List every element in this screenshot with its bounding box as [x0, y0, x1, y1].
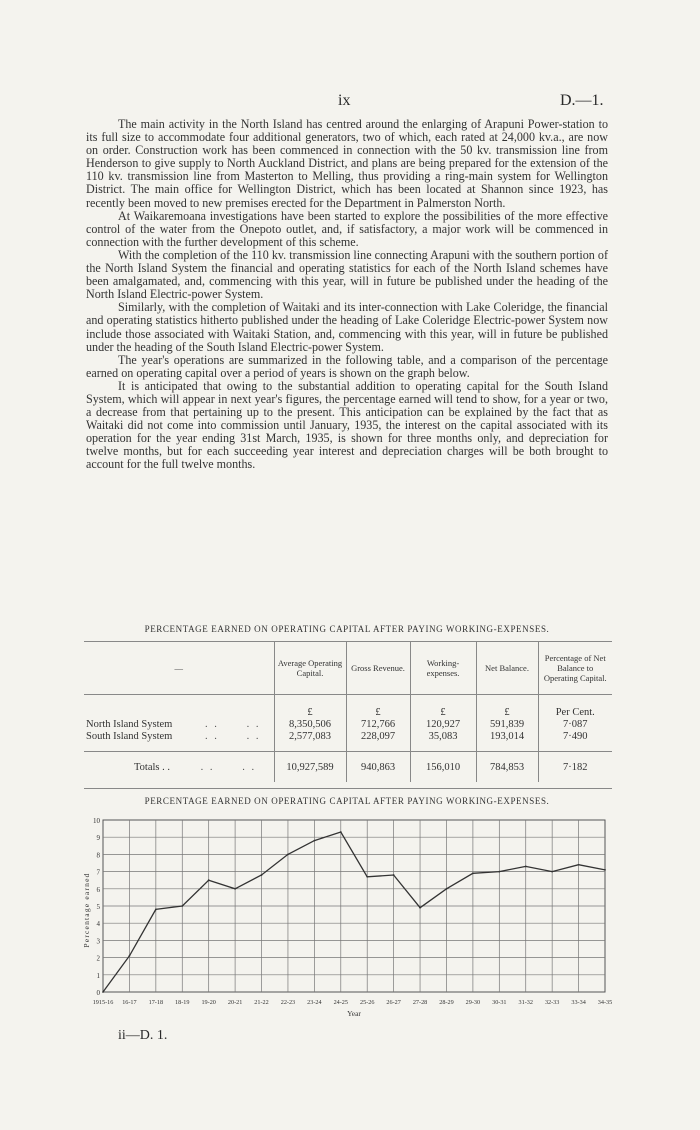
y-tick-label: 0: [96, 989, 100, 997]
data-point: [472, 872, 474, 874]
x-tick-label: 16-17: [122, 999, 137, 1006]
table-cell: 10,927,589: [274, 752, 346, 783]
y-tick-label: 9: [96, 834, 100, 843]
row-label-text: North Island System: [86, 719, 173, 730]
data-point: [287, 854, 289, 856]
unit-cell: Per Cent.: [538, 695, 612, 720]
x-tick-label: 28-29: [439, 999, 454, 1006]
data-point: [578, 864, 580, 866]
data-point: [155, 909, 157, 911]
row-label-text: South Island System: [86, 731, 173, 742]
page-reference: D.—1.: [560, 92, 604, 109]
x-tick-label: 26-27: [386, 999, 401, 1006]
x-tick-label: 24-25: [333, 999, 349, 1006]
table-cell: 7·182: [538, 752, 612, 783]
signature-mark: ii—D. 1.: [118, 1028, 168, 1043]
paragraph: At Waikaremoana investigations have been started to explore the possibilities of the more effective control of the water from the Onepoto outlet, and, if satisfactory, a major work will be commenced in connection with the further development of this scheme.: [86, 208, 608, 249]
data-point: [261, 874, 263, 876]
x-tick-label: 19-20: [201, 999, 216, 1006]
y-axis-label: Percentage earned: [82, 872, 91, 948]
data-point: [234, 888, 236, 890]
y-tick-label: 8: [96, 851, 100, 860]
y-tick-label: 10: [93, 817, 100, 825]
paragraph: It is anticipated that owing to the substantial addition to operating capital for the South Island System, which will appear in next year's figures, the percentage earned will tend to show, for a year or two, a decrease from that pertaining up to the present. This anticipation can be explained by the fact that as Waitaki did not come into commission until January, 1935, the interest on the capital associated with its operation for the year ending 31st March, 1935, is shown for three months only, and depreciation for twelve months, but for each succeeding year interest and depreciation charges will be both brought to account for the full twelve months.: [86, 378, 608, 472]
data-point: [604, 869, 606, 871]
table-cell: 7·490: [538, 731, 612, 743]
table-cell: 940,863: [346, 752, 410, 783]
column-header: Average Operating Capital.: [274, 642, 346, 695]
x-tick-label: 17-18: [148, 999, 164, 1006]
x-tick-label: 30-31: [492, 999, 507, 1006]
x-axis-label: Year: [347, 1009, 361, 1018]
y-tick-label: 1: [96, 971, 100, 980]
leader-dots: . . . .: [204, 731, 261, 742]
leader-dots: . . . .: [200, 762, 257, 773]
table-cell: 156,010: [410, 752, 476, 783]
y-tick-label: 3: [96, 937, 100, 946]
unit-cell: £: [274, 695, 346, 720]
data-point: [551, 871, 553, 873]
table-cell: 35,083: [410, 731, 476, 743]
table-cell: 591,839: [476, 719, 538, 731]
page-number: ix: [338, 92, 351, 109]
chart-title: PERCENTAGE EARNED ON OPERATING CAPITAL AFTER PAYING WORKING-EXPENSES.: [144, 796, 550, 806]
x-tick-label: 25-26: [359, 999, 375, 1006]
data-point: [129, 955, 131, 957]
table-cell: 120,927: [410, 719, 476, 731]
table-cell: 2,577,083: [274, 731, 346, 743]
paragraph: With the completion of the 110 kv. transmission line connecting Arapuni with the southern portion of the North Island System the financial and operating statistics for each of the North Island schemes have been amalgamated, and, commencing with this year, will in future be published under the heading of the North Island Electric-power System.: [86, 247, 608, 302]
table-cell: 8,350,506: [274, 719, 346, 731]
leader-dots: . . . .: [204, 719, 261, 730]
column-header: —: [84, 642, 274, 695]
unit-cell: £: [410, 695, 476, 720]
y-tick-label: 4: [96, 920, 100, 929]
table-cell: 7·087: [538, 719, 612, 731]
data-point: [525, 866, 527, 868]
paragraph: The main activity in the North Island has centred around the enlarging of Arapuni Power-station to its full size to accommodate four additional generators, two of which, each rated at 24,000 kv.a., are now on order. Construction work has been commenced in connection with the 50 kv. transmission line from Henderson to give supply to North Auckland District, and plans are being prepared for the extension of the 110 kv. transmission line from Masterton to Melling, thus providing a ring-main system for Wellington District. The main office for Wellington District, which has been located at Shannon since 1923, has recently been moved to new premises erected for the Department in Palmerston North.: [86, 117, 608, 210]
table-cell: 784,853: [476, 752, 538, 783]
data-point: [181, 905, 183, 907]
column-header: Percentage of Net Balance to Operating Capital.: [538, 642, 612, 695]
column-header: Gross Revenue.: [346, 642, 410, 695]
data-point: [419, 907, 421, 909]
table-cell: 228,097: [346, 731, 410, 743]
data-point: [446, 888, 448, 890]
x-tick-label: 31-32: [518, 999, 533, 1006]
data-point: [208, 879, 210, 881]
x-tick-label: 27-28: [412, 999, 428, 1006]
paragraph: The year's operations are summarized in the following table, and a comparison of the percentage earned on operating capital over a period of years is shown on the graph below.: [86, 352, 608, 380]
x-tick-label: 1915-16: [92, 999, 114, 1006]
x-tick-label: 23-24: [307, 999, 322, 1006]
x-tick-label: 29-30: [465, 999, 481, 1006]
series-line: [103, 832, 605, 992]
x-tick-label: 18-19: [175, 999, 190, 1006]
table-cell: 712,766: [346, 719, 410, 731]
x-tick-label: 34-35: [597, 999, 613, 1006]
y-tick-label: 5: [96, 903, 100, 911]
data-point: [393, 874, 395, 876]
y-tick-label: 6: [96, 885, 100, 894]
y-tick-label: 7: [96, 868, 100, 877]
data-point: [313, 840, 315, 842]
data-point: [340, 831, 342, 833]
x-tick-label: 21-22: [254, 999, 269, 1006]
data-point: [102, 991, 104, 993]
table-cell: 193,014: [476, 731, 538, 743]
column-header: Net Balance.: [476, 642, 538, 695]
x-tick-label: 22-23: [280, 999, 296, 1006]
data-point: [498, 871, 500, 873]
paragraph: Similarly, with the completion of Waitaki and its inter-connection with Lake Coleridge, the financial and operating statistics hitherto published under the heading of Lake Coleridge Electric-power System now include those associated with Waitaki Station, and, commencing with this year, will in future be published under the heading of the South Island Electric-power System.: [86, 300, 608, 354]
totals-label: Totals . .: [134, 762, 171, 773]
y-tick-label: 2: [96, 954, 100, 963]
unit-cell: £: [476, 695, 538, 720]
data-point: [366, 876, 368, 878]
table-caption: PERCENTAGE EARNED ON OPERATING CAPITAL AFTER PAYING WORKING-EXPENSES.: [144, 624, 550, 634]
x-tick-label: 32-33: [544, 999, 560, 1006]
x-tick-label: 33-34: [571, 999, 586, 1006]
column-header: Working-expenses.: [410, 642, 476, 695]
x-tick-label: 20-21: [227, 999, 243, 1006]
unit-cell: £: [346, 695, 410, 720]
